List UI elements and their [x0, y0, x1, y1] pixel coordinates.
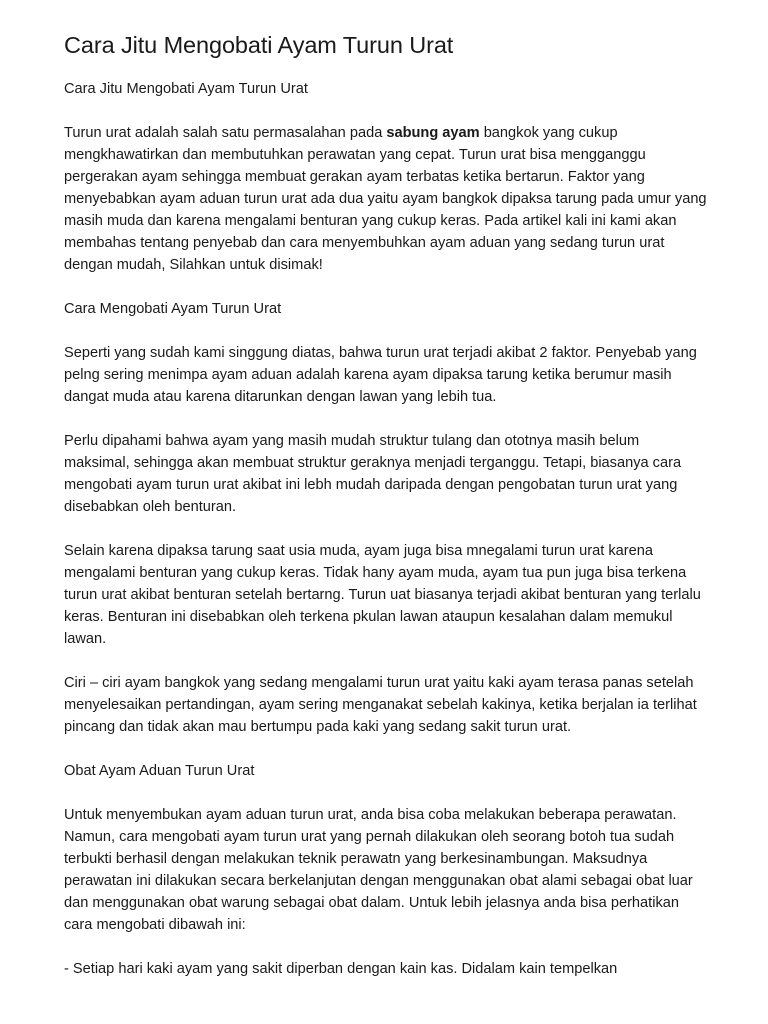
paragraph-4: Ciri – ciri ayam bangkok yang sedang mengalami turun urat yaitu kaki ayam terasa panas setelah menyelesaikan pertandingan, ayam sering menganakat sebelah kakinya, ketika berjalan ia terlihat pincang dan tidak akan mau bertumpu pada kaki yang sedang sakit turun urat. — [64, 675, 697, 735]
document-subtitle: Cara Jitu Mengobati Ayam Turun Urat — [64, 81, 308, 97]
section-heading-obat-ayam: Obat Ayam Aduan Turun Urat — [64, 763, 255, 779]
intro-text-after: bangkok yang cukup mengkhawatirkan dan membutuhkan perawatan yang cepat. Turun urat bisa mengganggu pergerakan ayam sehingga membuat gerakan ayam terbatas ketika bertarun. Faktor yang menyebabkan ayam aduan turun urat ada dua yaitu ayam bangkok dipaksa tarung pada umur yang masih muda dan karena mengalami benturan yang cukup keras. Pada artikel kali ini kami akan membahas tentang penyebab dan cara menyembuhkan ayam aduan yang sedang turun urat dengan mudah, Silahkan untuk disimak! — [64, 125, 707, 273]
paragraph-1: Seperti yang sudah kami singgung diatas, bahwa turun urat terjadi akibat 2 faktor. Penyebab yang pelng sering menimpa ayam aduan adalah karena ayam dipaksa tarung ketika berumur masih dangat muda atau karena ditarunkan dengan lawan yang lebih tua. — [64, 345, 697, 405]
paragraph-6: - Setiap hari kaki ayam yang sakit diperban dengan kain kas. Didalam kain tempelkan — [64, 961, 618, 977]
intro-paragraph — [64, 122, 708, 276]
intro-bold-link-text: sabung ayam — [386, 125, 480, 141]
paragraph-2: Perlu dipahami bahwa ayam yang masih mudah struktur tulang dan ototnya masih belum maksimal, sehingga akan membuat struktur geraknya menjadi terganggu. Tetapi, biasanya cara mengobati ayam turun urat akibat ini lebh mudah daripada dengan pengobatan turun urat yang disebabkan oleh benturan. — [64, 433, 682, 515]
document-title: Cara Jitu Mengobati Ayam Turun Urat — [64, 32, 454, 58]
intro-text-before: Turun urat adalah salah satu permasalahan pada — [64, 125, 387, 141]
section-heading-cara-mengobati: Cara Mengobati Ayam Turun Urat — [64, 301, 282, 317]
paragraph-3: Selain karena dipaksa tarung saat usia muda, ayam juga bisa mnegalami turun urat karena mengalami benturan yang cukup keras. Tidak hany ayam muda, ayam tua pun juga bisa terkena turun urat akibat benturan setelah bertarng. Turun uat biasanya terjadi akibat benturan yang terlalu keras. Benturan ini disebabkan oleh terkena pkulan lawan ataupun kesalahan dalam memukul lawan. — [64, 543, 701, 647]
paragraph-5: Untuk menyembukan ayam aduan turun urat, anda bisa coba melakukan beberapa perawatan. Namun, cara mengobati ayam turun urat yang pernah dilakukan oleh seorang botoh tua sudah terbukti berhasil dengan melakukan teknik perawatn yang berkesinambungan. Maksudnya perawatan ini dilakukan secara berkelanjutan dengan menggunakan obat alami sebagai obat luar dan menggunakan obat warung sebagai obat dalam. Untuk lebih jelasnya anda bisa perhatikan cara mengobati dibawah ini: — [64, 807, 693, 933]
